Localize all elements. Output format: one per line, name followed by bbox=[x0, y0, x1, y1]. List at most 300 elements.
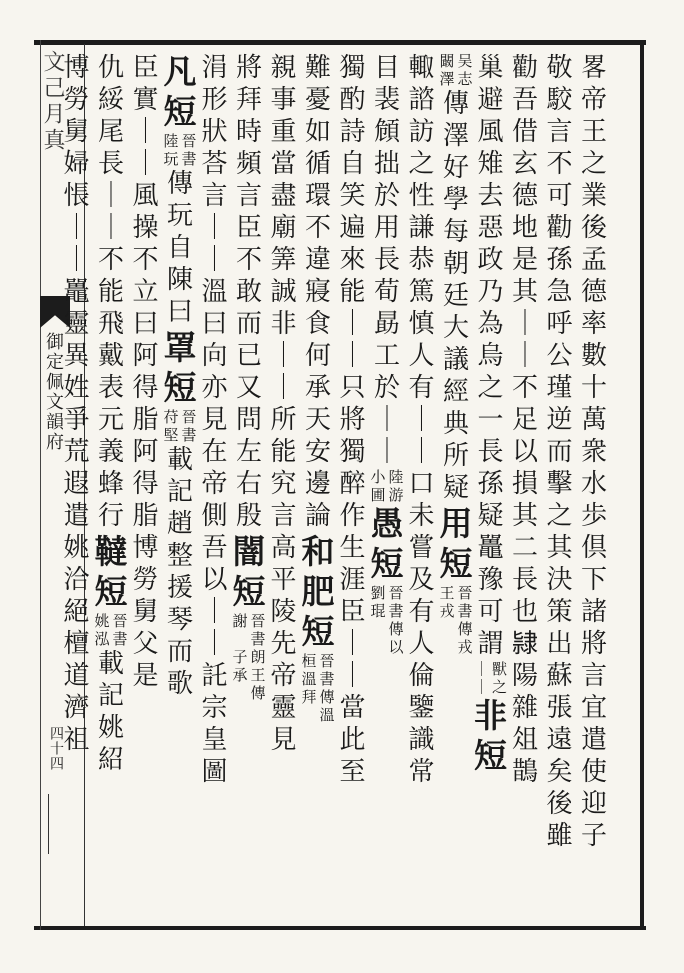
small-glyph: 戎 bbox=[439, 602, 455, 620]
glyph: 每 bbox=[442, 217, 469, 247]
glyph: 荒 bbox=[63, 437, 90, 467]
glyph: 矣 bbox=[546, 757, 573, 787]
glyph: 義 bbox=[97, 437, 124, 467]
text-column-6 bbox=[404, 52, 440, 922]
headword-glyph: 罩 bbox=[163, 328, 197, 367]
glyph: 承 bbox=[304, 373, 331, 403]
glyph: 是 bbox=[511, 245, 538, 275]
glyph: 不 bbox=[511, 373, 538, 403]
glyph: 勸 bbox=[546, 213, 573, 243]
glyph: 異 bbox=[63, 341, 90, 371]
glyph: 溫 bbox=[201, 277, 228, 307]
annotation-pair bbox=[300, 652, 336, 688]
glyph: 使 bbox=[580, 757, 607, 787]
annotation-line bbox=[249, 684, 267, 702]
glyph: 玩 bbox=[166, 201, 193, 231]
glyph: 阿 bbox=[132, 341, 159, 371]
glyph: 操 bbox=[132, 213, 159, 243]
glyph: 性 bbox=[408, 181, 435, 211]
glyph: 遣 bbox=[63, 501, 90, 531]
small-glyph: 晉 bbox=[388, 584, 404, 602]
headword-glyph: 闇 bbox=[232, 532, 266, 571]
small-glyph: 溫 bbox=[301, 670, 317, 688]
glyph: 側 bbox=[201, 501, 228, 531]
glyph: 獨 bbox=[339, 53, 366, 83]
annotation-line bbox=[473, 660, 491, 696]
glyph: 張 bbox=[546, 693, 573, 723]
glyph: 環 bbox=[304, 181, 331, 211]
glyph: 吾 bbox=[511, 85, 538, 115]
glyph: 吾 bbox=[201, 533, 228, 563]
glyph: 向 bbox=[201, 341, 228, 371]
small-glyph: 書 bbox=[388, 602, 404, 620]
annotation-line bbox=[162, 132, 180, 168]
text-column-1 bbox=[576, 52, 612, 922]
glyph: 自 bbox=[166, 233, 193, 263]
glyph: 急 bbox=[546, 277, 573, 307]
small-glyph: 晉 bbox=[457, 584, 473, 602]
small-glyph: 晉 bbox=[181, 132, 197, 150]
glyph: 倶 bbox=[580, 533, 607, 563]
small-glyph: 晉 bbox=[250, 612, 266, 630]
glyph: 歩 bbox=[580, 501, 607, 531]
text-column-7 bbox=[369, 52, 405, 922]
glyph: 也 bbox=[511, 597, 538, 627]
glyph: 作 bbox=[339, 501, 366, 531]
glyph: 臣 bbox=[235, 213, 262, 243]
glyph: 不 bbox=[546, 149, 573, 179]
glyph: 一 bbox=[477, 405, 504, 435]
glyph: 鼉 bbox=[63, 277, 90, 307]
glyph: 形 bbox=[201, 85, 228, 115]
glyph: 先 bbox=[270, 629, 297, 659]
text-column-8 bbox=[335, 52, 371, 922]
text-column-11 bbox=[231, 52, 267, 922]
glyph: 究 bbox=[270, 469, 297, 499]
glyph: 誠 bbox=[270, 277, 297, 307]
small-glyph: 傳 bbox=[457, 620, 473, 638]
annotation-line bbox=[249, 648, 267, 684]
glyph: 涓 bbox=[201, 53, 228, 83]
glyph: 以 bbox=[511, 437, 538, 467]
glyph: 亦 bbox=[201, 373, 228, 403]
glyph: 廟 bbox=[270, 213, 297, 243]
small-glyph: 子 bbox=[232, 648, 248, 666]
glyph: 將 bbox=[339, 405, 366, 435]
glyph: 實 bbox=[132, 85, 159, 115]
glyph: 可 bbox=[477, 597, 504, 627]
glyph: 博 bbox=[63, 53, 90, 83]
glyph: 將 bbox=[235, 53, 262, 83]
glyph: 駮 bbox=[546, 85, 573, 115]
text-column-13 bbox=[162, 52, 198, 922]
small-glyph: 書 bbox=[250, 630, 266, 648]
small-glyph: 圃 bbox=[370, 486, 386, 504]
glyph: 出 bbox=[546, 629, 573, 659]
glyph: 已 bbox=[235, 341, 262, 371]
glyph: 訪 bbox=[408, 117, 435, 147]
glyph: 輙 bbox=[408, 53, 435, 83]
glyph: 寢 bbox=[304, 277, 331, 307]
annotation-line bbox=[180, 132, 198, 168]
small-glyph: 書 bbox=[319, 670, 335, 688]
glyph: 濟 bbox=[63, 693, 90, 723]
glyph: 目 bbox=[373, 53, 400, 83]
glyph: 在 bbox=[201, 437, 228, 467]
glyph: 後 bbox=[580, 213, 607, 243]
glyph: 澤 bbox=[442, 121, 469, 151]
glyph: ｜ bbox=[339, 341, 366, 371]
glyph: 鼉 bbox=[477, 533, 504, 563]
glyph: 如 bbox=[304, 117, 331, 147]
glyph: 不 bbox=[304, 213, 331, 243]
glyph: 有 bbox=[408, 597, 435, 627]
annotation-pair bbox=[438, 620, 474, 656]
glyph: 大 bbox=[442, 313, 469, 343]
headword-glyph: 短 bbox=[301, 612, 335, 651]
glyph: 人 bbox=[408, 341, 435, 371]
glyph: 俎 bbox=[511, 725, 538, 755]
glyph: 荀 bbox=[373, 277, 400, 307]
annotation-pair bbox=[369, 620, 405, 656]
glyph: 又 bbox=[235, 373, 262, 403]
glyph: 諮 bbox=[408, 85, 435, 115]
glyph: 飛 bbox=[97, 309, 124, 339]
headword-glyph: 短 bbox=[474, 736, 507, 775]
glyph: 乃 bbox=[477, 277, 504, 307]
glyph: 德 bbox=[511, 181, 538, 211]
glyph: ｜ bbox=[63, 245, 90, 275]
glyph: 畧 bbox=[580, 53, 607, 83]
glyph: 姚 bbox=[63, 533, 90, 563]
glyph: 左 bbox=[235, 437, 262, 467]
glyph: 筭 bbox=[270, 245, 297, 275]
annotation-line bbox=[93, 612, 111, 648]
small-glyph: 闞 bbox=[439, 52, 455, 70]
glyph: 陵 bbox=[270, 597, 297, 627]
small-glyph: 游 bbox=[388, 486, 404, 504]
annotation-pair bbox=[93, 612, 129, 648]
small-glyph: 之 bbox=[491, 678, 507, 696]
glyph: 為 bbox=[477, 309, 504, 339]
glyph: 識 bbox=[408, 725, 435, 755]
annotation-pair bbox=[438, 584, 474, 620]
small-glyph: 晉 bbox=[181, 408, 197, 426]
glyph: 絕 bbox=[63, 597, 90, 627]
glyph: 宜 bbox=[580, 693, 607, 723]
glyph: 有 bbox=[408, 373, 435, 403]
glyph: ｜ bbox=[132, 117, 159, 147]
small-glyph: 姚 bbox=[94, 612, 110, 630]
glyph: 當 bbox=[339, 693, 366, 723]
glyph: 借 bbox=[511, 117, 538, 147]
glyph: 難 bbox=[304, 53, 331, 83]
glyph: 見 bbox=[270, 725, 297, 755]
small-glyph: 琨 bbox=[370, 602, 386, 620]
glyph: 言 bbox=[546, 117, 573, 147]
glyph: 將 bbox=[580, 629, 607, 659]
glyph: 狀 bbox=[201, 117, 228, 147]
glyph: 惡 bbox=[477, 213, 504, 243]
glyph: 而 bbox=[546, 437, 573, 467]
glyph: 朝 bbox=[442, 249, 469, 279]
glyph: ｜ bbox=[511, 341, 538, 371]
glyph: 擊 bbox=[546, 469, 573, 499]
glyph: 整 bbox=[166, 541, 193, 571]
glyph: 時 bbox=[235, 117, 262, 147]
annotation-line bbox=[456, 52, 474, 88]
glyph: 立 bbox=[132, 277, 159, 307]
glyph: 敢 bbox=[235, 277, 262, 307]
glyph: 以 bbox=[201, 565, 228, 595]
glyph: 可 bbox=[546, 181, 573, 211]
glyph: 不 bbox=[132, 245, 159, 275]
glyph: 孟 bbox=[580, 245, 607, 275]
text-column-15 bbox=[93, 52, 129, 922]
glyph: 去 bbox=[477, 181, 504, 211]
glyph: ｜ bbox=[63, 213, 90, 243]
headword-glyph: 短 bbox=[232, 572, 266, 611]
glyph: ｜ bbox=[270, 373, 297, 403]
glyph: 是 bbox=[132, 661, 159, 691]
small-glyph: 謝 bbox=[232, 612, 248, 630]
glyph: 勸 bbox=[511, 53, 538, 83]
glyph: 傳 bbox=[442, 89, 469, 119]
glyph: 子 bbox=[580, 821, 607, 851]
annotation-line bbox=[231, 612, 249, 648]
small-glyph: 朗 bbox=[250, 648, 266, 666]
glyph: 長 bbox=[97, 149, 124, 179]
headword-glyph: 用 bbox=[439, 504, 473, 543]
glyph: 遣 bbox=[580, 725, 607, 755]
glyph: 記 bbox=[97, 681, 124, 711]
glyph: 而 bbox=[166, 637, 193, 667]
glyph: 王 bbox=[580, 117, 607, 147]
annotation-line bbox=[438, 52, 456, 88]
glyph: 元 bbox=[97, 405, 124, 435]
small-glyph: 澤 bbox=[439, 70, 455, 88]
small-glyph: 獸 bbox=[491, 660, 507, 678]
glyph: 只 bbox=[339, 373, 366, 403]
glyph: 逆 bbox=[546, 405, 573, 435]
small-glyph: 桓 bbox=[301, 652, 317, 670]
glyph: 學 bbox=[442, 185, 469, 215]
glyph: 所 bbox=[442, 441, 469, 471]
annotation-pair bbox=[300, 688, 336, 724]
glyph: 婦 bbox=[63, 149, 90, 179]
annotation-line bbox=[318, 688, 336, 724]
glyph: 違 bbox=[304, 245, 331, 275]
glyph: 勞 bbox=[63, 85, 90, 115]
annotation-line bbox=[369, 468, 387, 504]
glyph: 業 bbox=[580, 181, 607, 211]
glyph: 事 bbox=[270, 85, 297, 115]
glyph: 下 bbox=[580, 565, 607, 595]
glyph: 孫 bbox=[477, 469, 504, 499]
glyph: 脂 bbox=[132, 501, 159, 531]
glyph: 載 bbox=[97, 649, 124, 679]
glyph: 姚 bbox=[97, 713, 124, 743]
glyph: 典 bbox=[442, 409, 469, 439]
annotation-line bbox=[162, 408, 180, 444]
text-column-5 bbox=[438, 52, 474, 922]
glyph: 綏 bbox=[97, 85, 124, 115]
glyph: ｜ bbox=[339, 309, 366, 339]
glyph: 廷 bbox=[442, 281, 469, 311]
glyph: 姓 bbox=[63, 373, 90, 403]
small-glyph: 拜 bbox=[301, 688, 317, 706]
glyph: 不 bbox=[235, 245, 262, 275]
glyph: ｜ bbox=[408, 405, 435, 435]
glyph: 地 bbox=[511, 213, 538, 243]
glyph: 悵 bbox=[63, 181, 90, 211]
annotation-pair bbox=[231, 648, 267, 684]
glyph: 曰 bbox=[201, 309, 228, 339]
small-glyph: 書 bbox=[181, 426, 197, 444]
glyph: 言 bbox=[270, 501, 297, 531]
small-glyph: 書 bbox=[181, 150, 197, 168]
glyph: 諸 bbox=[580, 597, 607, 627]
small-glyph: 吴 bbox=[457, 52, 473, 70]
glyph: 舅 bbox=[63, 117, 90, 147]
glyph: 爭 bbox=[63, 405, 90, 435]
small-glyph: 劉 bbox=[370, 584, 386, 602]
glyph: 表 bbox=[97, 373, 124, 403]
glyph: 能 bbox=[270, 437, 297, 467]
glyph: 琴 bbox=[166, 605, 193, 635]
small-glyph: 王 bbox=[250, 666, 266, 684]
glyph: 用 bbox=[373, 213, 400, 243]
glyph: ｜ bbox=[97, 181, 124, 211]
glyph: 人 bbox=[408, 629, 435, 659]
small-glyph: 志 bbox=[457, 70, 473, 88]
glyph: 倫 bbox=[408, 661, 435, 691]
glyph: 風 bbox=[477, 117, 504, 147]
glyph: 博 bbox=[132, 533, 159, 563]
glyph: 之 bbox=[580, 149, 607, 179]
headword-glyph: 短 bbox=[94, 572, 128, 611]
glyph: 敬 bbox=[546, 53, 573, 83]
glyph: 遐 bbox=[63, 469, 90, 499]
text-column-4 bbox=[473, 52, 509, 922]
glyph: 而 bbox=[235, 309, 262, 339]
glyph: 勗 bbox=[373, 309, 400, 339]
glyph: 避 bbox=[477, 85, 504, 115]
glyph: 詩 bbox=[339, 117, 366, 147]
glyph: 陳 bbox=[166, 265, 193, 295]
glyph: 及 bbox=[408, 565, 435, 595]
glyph: 巢 bbox=[477, 53, 504, 83]
headword-glyph: 非 bbox=[474, 696, 507, 735]
glyph: ｜ bbox=[201, 629, 228, 659]
glyph: 長 bbox=[477, 437, 504, 467]
glyph: 頻 bbox=[235, 149, 262, 179]
annotation-pair bbox=[231, 684, 267, 702]
annotation-line bbox=[318, 652, 336, 688]
glyph: 食 bbox=[304, 309, 331, 339]
glyph: 圖 bbox=[201, 757, 228, 787]
small-glyph: 戎 bbox=[457, 638, 473, 656]
small-glyph: 陸 bbox=[163, 132, 179, 150]
glyph: 二 bbox=[511, 533, 538, 563]
glyph: 戴 bbox=[97, 341, 124, 371]
gutter-head-text: 文己月真 bbox=[40, 50, 65, 154]
small-glyph: 溫 bbox=[319, 706, 335, 724]
bottom-border bbox=[34, 926, 646, 930]
small-glyph: 陸 bbox=[388, 468, 404, 486]
annotation-line bbox=[387, 620, 405, 656]
glyph: 德 bbox=[580, 277, 607, 307]
glyph: ｜ bbox=[373, 437, 400, 467]
glyph: 拙 bbox=[373, 149, 400, 179]
glyph: 之 bbox=[477, 373, 504, 403]
headword-glyph: 凡 bbox=[163, 52, 197, 91]
glyph: 當 bbox=[270, 149, 297, 179]
annotation-line bbox=[456, 584, 474, 620]
glyph: 陽 bbox=[511, 661, 538, 691]
glyph: 水 bbox=[580, 469, 607, 499]
small-glyph: 傳 bbox=[250, 684, 266, 702]
glyph: 循 bbox=[304, 149, 331, 179]
glyph: 得 bbox=[132, 373, 159, 403]
glyph: 孫 bbox=[546, 245, 573, 275]
glyph: 後 bbox=[546, 789, 573, 819]
text-column-16 bbox=[59, 52, 95, 922]
glyph: 其 bbox=[511, 277, 538, 307]
glyph: 宗 bbox=[201, 693, 228, 723]
glyph: 所 bbox=[270, 405, 297, 435]
glyph: 能 bbox=[339, 277, 366, 307]
glyph: 帝 bbox=[580, 85, 607, 115]
glyph: 言 bbox=[580, 661, 607, 691]
annotation-line bbox=[369, 584, 387, 620]
glyph: 帝 bbox=[201, 469, 228, 499]
small-glyph: 苻 bbox=[163, 408, 179, 426]
glyph: ｜ bbox=[511, 309, 538, 339]
glyph: 豫 bbox=[477, 565, 504, 595]
glyph: 尾 bbox=[97, 117, 124, 147]
glyph: 足 bbox=[511, 405, 538, 435]
glyph: 帝 bbox=[270, 661, 297, 691]
page-number: 四十四 bbox=[42, 726, 66, 771]
glyph: 之 bbox=[408, 149, 435, 179]
annotation-pair bbox=[369, 468, 405, 504]
glyph: ｜ bbox=[201, 213, 228, 243]
glyph: 獨 bbox=[339, 437, 366, 467]
glyph: 父 bbox=[132, 629, 159, 659]
text-column-3 bbox=[507, 52, 543, 922]
glyph: 見 bbox=[201, 405, 228, 435]
annotation-pair bbox=[438, 52, 474, 88]
glyph: 平 bbox=[270, 565, 297, 595]
glyph: 右 bbox=[235, 469, 262, 499]
glyph: 來 bbox=[339, 245, 366, 275]
glyph: 決 bbox=[546, 565, 573, 595]
text-column-9 bbox=[300, 52, 336, 922]
glyph: 雜 bbox=[511, 693, 538, 723]
glyph: 衆 bbox=[580, 437, 607, 467]
small-glyph: 堅 bbox=[163, 426, 179, 444]
glyph: 至 bbox=[339, 757, 366, 787]
glyph: 天 bbox=[304, 405, 331, 435]
glyph: 其 bbox=[511, 501, 538, 531]
glyph: 風 bbox=[132, 181, 159, 211]
small-glyph: 晉 bbox=[319, 652, 335, 670]
glyph: 遍 bbox=[339, 213, 366, 243]
glyph: ｜ bbox=[132, 149, 159, 179]
glyph: 常 bbox=[408, 757, 435, 787]
small-glyph: ｜ bbox=[473, 660, 489, 678]
